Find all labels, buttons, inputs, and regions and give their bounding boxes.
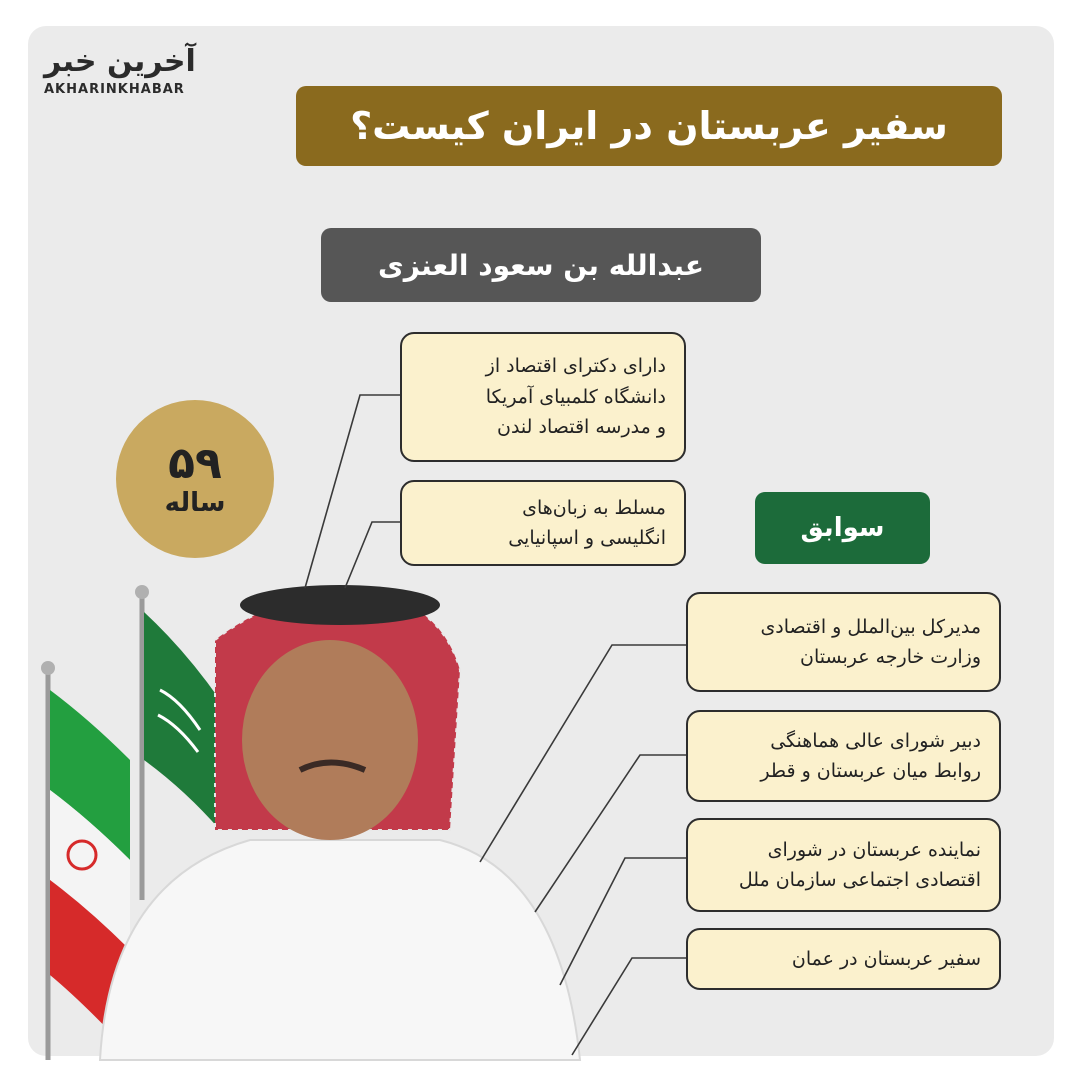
site-logo[interactable] — [44, 44, 214, 100]
logo-persian-text: آخرین خبر — [44, 44, 196, 79]
education-box-2 — [400, 480, 686, 566]
page-title — [296, 86, 1002, 166]
background-item-2 — [686, 710, 1001, 802]
logo-english-text: AKHARINKHABAR — [44, 82, 185, 97]
background-item-text: سفیر عربستان در عمان — [791, 947, 981, 970]
age-unit: ساله — [164, 488, 226, 519]
background-item-1 — [686, 592, 1001, 692]
background-label-text: سوابق — [800, 513, 885, 543]
background-item-4 — [686, 928, 1001, 990]
education-box-1 — [400, 332, 686, 462]
background-section-label — [755, 492, 930, 564]
background-item-text: نماینده عربستان در شورای اقتصادی اجتماعی سازمان ملل — [738, 838, 981, 891]
background-item-text: مدیرکل بین‌الملل و اقتصادی وزارت خارجه عربستان — [760, 615, 981, 668]
education-text: دارای دکترای اقتصاد از دانشگاه کلمبیای آمریکا و مدرسه اقتصاد لندن — [485, 355, 666, 439]
age-badge — [116, 400, 274, 558]
person-name-text: عبدالله بن سعود العنزی — [378, 248, 704, 282]
age-number: ۵۹ — [168, 437, 222, 489]
background-item-3 — [686, 818, 1001, 912]
background-item-text: دبیر شورای عالی هماهنگی روابط میان عربستان و قطر — [760, 729, 981, 782]
person-name-badge — [321, 228, 761, 302]
education-text: مسلط به زبان‌های انگلیسی و اسپانیایی — [508, 496, 666, 549]
page-title-text: سفیر عربستان در ایران کیست؟ — [350, 104, 948, 148]
